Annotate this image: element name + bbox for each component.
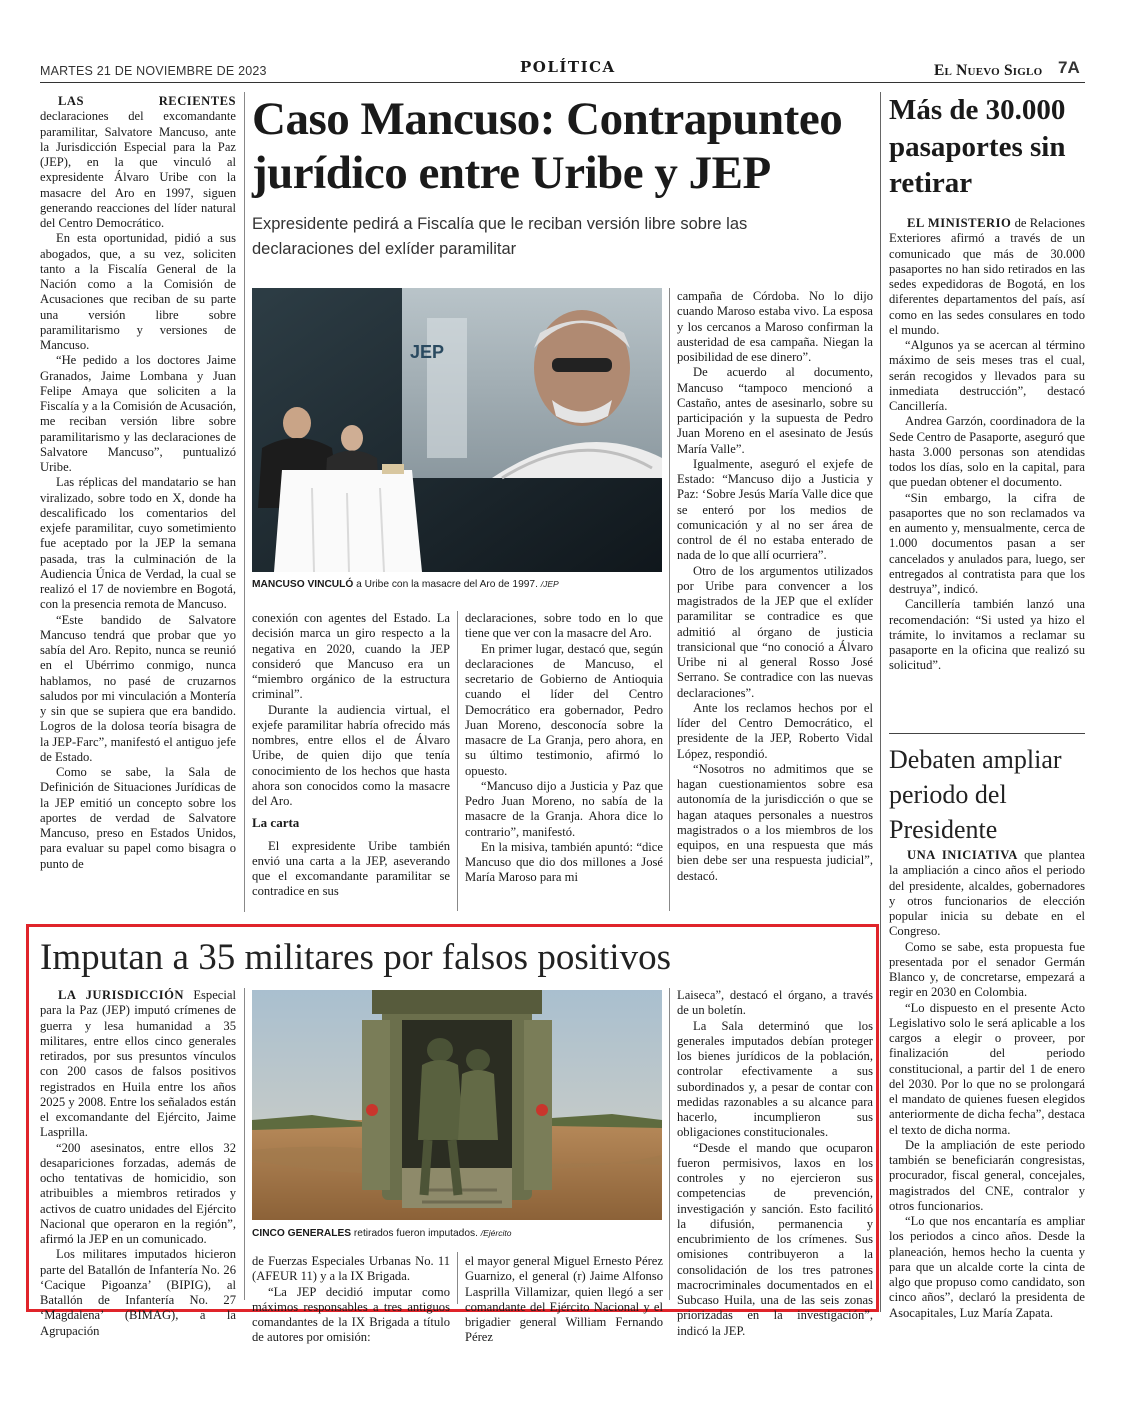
column-divider [244, 92, 245, 912]
main-photo [252, 288, 662, 572]
paragraph: el mayor general Miguel Ernesto Pérez Guarnizo, el general (r) Jaime Alfonso Lasprilla Villamizar, quien llegó a ser comandante del Ejército Nacional y el brigadier general William Fernando Pérez [465, 1254, 663, 1345]
hearing-photo-illustration [252, 288, 662, 572]
paragraph: Las réplicas del mandatario se han viralizado, sobre todo en X, donde ha descalificado los comentarios del exjefe paramilitar, cuyo sometimiento fue aceptado por la JEP la semana pasada, tras la culminación de la Audiencia Única de Verdad, la cual se realizó el 17 de noviembre en Bogotá, con la presencia remota de Mancuso. [40, 475, 236, 612]
paragraph: De la ampliación de este periodo también se beneficiarán congresistas, procurador, fiscal general, concejales, magistrados del CNE, contralor y otros funcionarios. [889, 1137, 1085, 1213]
photo-credit: /Ejército [480, 1228, 512, 1238]
bottom-col-2 [252, 1254, 450, 1346]
main-photo-caption: MANCUSO VINCULÓ a Uribe con la masacre del Aro de 1997. /JEP [252, 579, 559, 590]
paragraph: Andrea Garzón, coordinadora de la Sede Centro de Pasaporte, aseguró que hasta 3.000 personas son atendidas todos los días, solo en la capital, para que puedan obtener el documento. [889, 414, 1085, 490]
paragraph: El expresidente Uribe también envió una carta a la JEP, aseverando que el excomandante paramilitar se contradice en sus [252, 838, 450, 899]
paragraph: Los militares imputados hicieron parte del Batallón de Infantería No. 26 ‘Cacique Pigoanza’ (BIPIG), al Batallón de Infantería No. 27 ‘Magdalena’ (BIMAG), a la Agrupación [40, 1247, 236, 1338]
paragraph: “Nosotros no admitimos que se hagan cuestionamientos sobre esa autonomía de la jurisdicción o que se hagan ataques personales a nuestros magistrados o a los miembros de los equipos, en una respuesta que más bien debe ser una respuesta judicial”, destacó. [677, 761, 873, 883]
left-column-text: LAS RECIENTES declaraciones del excomandante paramilitar, Salvatore Mancuso, ante la Jurisdicción Especial para la Paz (JEP), en la que vinculó al expresidente Álvaro Uribe con la masacre del Aro en 1997, siguen generando reacciones del líder natural del Centro Democrático. En esta oportunidad, pidió a sus abogados, que, a su vez, soliciten tanto a la Fiscalía General de la Nación como a la Comisión de Acusaciones que reciban de su parte una versión libre sobre paramilitarismo y versiones de Mancuso. “He pedido a los doctores Jaime Granados, Jaime Lombana y Juan Felipe Amaya que soliciten a la Fiscalía y a la Comisión de Acusación, me reciban versión libre sobre paramilitarismo y las declaraciones de Salvatore Mancuso”, puntualizó Uribe. Las réplicas del mandatario se han viralizado, sobre todo en X, donde ha descalificado los comentarios del exjefe paramilitar, cuyo sometimiento fue aceptado por la JEP la semana pasada, tras la culminación de la Audiencia Única de Verdad, la cual se realizó el 17 de noviembre en Bogotá, con la presencia remota de Mancuso. “Este bandido de Salvatore Mancuso tendrá que probar que yo sabía del Aro. Repito, nunca se reunió en el Ubérrimo conmigo, nunca hablamos, no pasé de cruzarnos saludos por mi vinculación a Montería y sin que se supiera que era bandido. Logros de la dolosa teoría bisagra de la JEP-Farc”, manifestó el antiguo jefe de Estado. Como se sabe, la Sala de Definición de Situaciones Jurídicas de la JEP emitió un concepto sobre los aportes de verdad de Salvatore Mancuso, preso en Estados Unidos, para evaluar su papel como bisagra o punto de [40, 94, 236, 871]
column-divider [457, 1252, 458, 1304]
paragraph: “Mancuso dijo a Justicia y Paz que Pedro Juan Moreno, no sabía de la masacre de la Granja. Ahora dice lo contrario”, manifestó. [465, 778, 663, 839]
lead-word: EL MINISTERIO [907, 216, 1012, 230]
paragraph: “Sin embargo, la cifra de pasaportes que no son reclamados va en aumento y, mensualmente, cerca de 1.000 documentos pasan a ser cancelados y anulados para, luego, ser entregados al contratista para que los destruya”, indicó. [889, 490, 1085, 596]
paragraph: En primer lugar, destacó que, según declaraciones de Mancuso, el secretario de Gobierno de Antioquia cuando el líder del Centro Democrático era gobernador, Pedro Juan Moreno, desconocía sobre la masacre de La Granja, pero ahora, en su último testimonio, afirmó lo opuesto. [465, 641, 663, 778]
column-divider [244, 988, 245, 1300]
lead-word: UNA INICIATIVA [907, 848, 1018, 862]
screen-jep-label: JEP [410, 342, 445, 362]
column-divider [669, 988, 670, 1300]
photo-credit: /JEP [540, 579, 559, 589]
masthead-logo: El Nuevo Siglo [934, 62, 1043, 79]
paragraph: Como se sabe, la Sala de Definición de Situaciones Jurídicas de la JEP emitió un concepto sobre los aportes de verdad de Salvatore Mancuso, preso en Estados Unidos, para evaluar su papel como bisagra o punto de [40, 765, 236, 871]
right-top-headline: Más de 30.000 pasaportes sin retirar [889, 94, 1066, 199]
paragraph: campaña de Córdoba. No lo dijo cuando Maroso estaba vivo. La esposa y los cercanos a Maroso confirman la austeridad de esa campaña. Niegan la posibilidad de ese dinero”. [677, 289, 873, 364]
paragraph: “Este bandido de Salvatore Mancuso tendrá que probar que yo sabía del Aro. Repito, nunca se reunió en el Ubérrimo conmigo, nunca hablamos, no pasé de cruzarnos saludos por mi vinculación a Montería y sin que se supiera que era bandido. Logros de la dolosa teoría bisagra de la JEP-Farc”, manifestó el antiguo jefe de Estado. [40, 612, 236, 764]
paragraph: “Lo dispuesto en el presente Acto Legislativo solo le será aplicable a los cargos a elegir o proveer, por finalización del periodo constitucional, a partir del 1 de enero del 2030. Por lo que no se prolongará el mandato de quienes fuesen elegidos anteriormente de dicha fecha”, destaca el texto de dicha norma. [889, 1000, 1085, 1137]
bottom-col-3 [465, 1254, 663, 1346]
paragraph: “He pedido a los doctores Jaime Granados, Jaime Lombana y Juan Felipe Amaya que soliciten a la Fiscalía y a la Comisión de Acusación, me reciban versión libre sobre paramilitarismo y las declaraciones de Salvatore Mancuso”, puntualizó Uribe. [40, 353, 236, 474]
paragraph: Durante la audiencia virtual, el exjefe paramilitar habría ofrecido más nombres, entre ellos el de Álvaro Uribe, de quien dijo que tenía conocimiento de los hechos que hasta ahora son conocidos como la masacre del Aro. [252, 702, 450, 808]
paragraph: De acuerdo al documento, Mancuso “tampoco mencionó a Castaño, antes de asesinarlo, sobre su participación y la supuesta de Pedro Juan Moreno en el asesinato de Jesús María Valle”. [677, 365, 873, 456]
main-col-2 [465, 611, 663, 886]
paragraph: “Algunos ya se acercan al término máximo de seis meses tras el cual, serán recogidos y llevados para su inmediata destrucción”, destacó Cancillería. [889, 338, 1085, 413]
paragraph: Laiseca”, destacó el órgano, a través de un boletín. [677, 988, 873, 1018]
paragraph: de Fuerzas Especiales Urbanas No. 11 (AFEUR 11) y a la IX Brigada. [252, 1254, 450, 1284]
right-bottom-headline: Debaten ampliar periodo del Presidente [889, 745, 1062, 844]
bottom-col-1: LA JURISDICCIÓN Especial para la Paz (JEP) imputó crímenes de guerra y lesa humanidad a 35 militares, entre ellos cinco generales retirados, por sus presuntos vínculos con 200 casos de falsos positivos registrados en Huila entre los años 2025 y 2008. Entre los señalados están el excomandante del Ejército, Jaime Lasprilla. “200 asesinatos, entre ellos 32 desapariciones forzadas, además de ocho tentativas de homicidio, son atribuibles a miembros retirados y activos de cuatro unidades del Ejército Nacional que operaron en la región”, afirmó la JEP en un comunicado. Los militares imputados hicieron parte del Batallón de Infantería No. 26 ‘Cacique Pigoanza’ (BIPIG), al Batallón de Infantería No. 27 ‘Magdalena’ (BIMAG), a la Agrupación [40, 988, 236, 1338]
column-divider [669, 288, 670, 911]
main-headline: Caso Mancuso: Contrapunteo jurídico entre Uribe y JEP [252, 93, 843, 199]
lead-word: LA JURISDICCIÓN [58, 988, 184, 1002]
paragraph: En esta oportunidad, pidió a sus abogados, que, a su vez, soliciten tanto a la Fiscalía General de la Nación como a la Comisión de Acusaciones que reciban de su parte una versión libre sobre paramilitarismo y versiones de Mancuso. [40, 231, 236, 352]
paragraph: “200 asesinatos, entre ellos 32 desapariciones forzadas, además de ocho tentativas de homicidio, son atribuibles a miembros retirados y activos de cuatro unidades del Ejército Nacional que operaron en la región”, afirmó la JEP en un comunicado. [40, 1140, 236, 1246]
header-rule [40, 82, 1085, 83]
section-label: POLÍTICA [520, 58, 616, 76]
paragraph: Como se sabe, esta propuesta fue presentada por el senador Germán Blanco y, de concretarse, empezará a regir en 2030 en Colombia. [889, 939, 1085, 1000]
lead-word: LAS RECIENTES [58, 94, 236, 108]
paragraph: “Desde el mando que ocuparon fueron permisivos, laxos en los controles y no ejercieron sus competencias de prevención, investigación y sanción. Esto facilitó la difusión, permanencia y encubrimiento de los crímenes. Sus omisiones contribuyeron a la consolidación de los tres patrones macrocriminales documentados en el Subcaso Huila, una de las seis zonas priorizadas en la investigación”, indicó la JEP. [677, 1140, 873, 1338]
paragraph: En la misiva, también apuntó: “dice Mancuso que dio dos millones a José María Maroso para mi [465, 839, 663, 885]
bottom-col-4 [677, 988, 873, 1339]
paragraph: “La JEP decidió imputar como máximos responsables a tres antiguos comandantes de la IX Brigada a título de autores por omisión: [252, 1284, 450, 1345]
column-divider [457, 611, 458, 911]
paragraph: declaraciones, sobre todo en lo que tiene que ver con la masacre del Aro. [465, 611, 663, 641]
main-col-3 [677, 289, 873, 884]
bottom-photo [252, 990, 662, 1220]
paragraph: Igualmente, aseguró el exjefe de Estado: “Mancuso dijo a Justicia y Paz: ‘Sobre Jesús María Valle dice que se enteró por los medios de comunicación y al no ser área de control de él no estaba enterado de nada de lo que allí ocurriera”. [677, 456, 873, 563]
bottom-photo-caption: CINCO GENERALES retirados fueron imputados. /Ejército [252, 1228, 512, 1239]
right-top-text: EL MINISTERIO de Relaciones Exteriores afirmó a través de un comunicado que más de 30.000 pasaportes no han sido retirados en las sedes expedidoras de Bogotá, en los diferentes departamentos del país, así como en las sedes consulares en todo el mundo. “Algunos ya se acercan al término máximo de seis meses tras el cual, serán recogidos y llevados para su inmediata destrucción”, destacó Cancillería. Andrea Garzón, coordinadora de la Sede Centro de Pasaporte, aseguró que hasta 3.000 personas son atendidas todos los días, solo en la capital, para que puedan obtener el documento. “Sin embargo, la cifra de pasaportes que no son reclamados va en aumento y, mensualmente, cerca de 1.000 documentos pasan a ser cancelados y anulados para, luego, ser entregados al contratista para que los destruya”, indicó. Cancillería también lanzó una recomendación: “Si usted ya hizo el trámite, lo invitamos a reclamar su pasaporte en la oficina que realizó su solicitud”. [889, 216, 1085, 673]
paragraph: “Lo que nos encantaría es ampliar los periodos a cinco años. Desde la planeación, hemos hecho la cuenta y para que un alcalde corte la cinta de algo que propuso como candidato, son cinco años”, declaró la presidenta de Asocapitales, Luz María Zapata. [889, 1214, 1085, 1320]
soldiers-photo-illustration [252, 990, 662, 1220]
column-divider [880, 92, 881, 1312]
main-col-1 [252, 611, 450, 900]
paragraph: Ante los reclamos hechos por el líder del Centro Democrático, el presidente de la JEP, Roberto Vidal López, respondió. [677, 700, 873, 761]
bottom-headline: Imputan a 35 militares por falsos positivos [40, 937, 671, 978]
paragraph: Otro de los argumentos utilizados por Uribe para convencer a los magistrados de la JEP que el exlíder paramilitar se contradice es que admitió al órgano de justicia transicional que “no conoció a Álvaro Uribe ni al general Rosso José Serrano. Se contradice con las nuevas declaraciones”. [677, 563, 873, 700]
paragraph: conexión con agentes del Estado. La decisión marca un giro respecto a la negativa en 2020, cuando la JEP consideró que Mancuso era un “miembro orgánico de la estructura criminal”. [252, 611, 450, 702]
paragraph: La Sala determinó que los generales imputados debían proteger los bienes jurídicos de la población, controlar efectivamente a sus subordinados y, a pesar de contar con medidas razonables a su alcance para hacerlo, incumplieron sus obligaciones constitucionales. [677, 1018, 873, 1140]
right-bottom-text: UNA INICIATIVA que plantea la ampliación a cinco años el periodo del presidente, alcaldes, gobernadores y otros funcionarios de elección popular inicia su debate en el Congreso. Como se sabe, esta propuesta fue presentada por el senador Germán Blanco y, de concretarse, empezará a regir en 2030 en Colombia. “Lo dispuesto en el presente Acto Legislativo solo le será aplicable a los cargos a elegir o proveer, por finalización del periodo constitucional, a partir del 1 de enero del 2030. Por lo que no se prolongará el mandato de quienes fuesen elegidos anteriormente de dicha fecha”, destaca el texto de dicha norma. De la ampliación de este periodo también se beneficiarán congresistas, procurador, fiscal general, concejales, magistrados del CNE, contralor y otros funcionarios. “Lo que nos encantaría es ampliar los periodos a cinco años. Desde la planeación, hemos hecho la cuenta y para que un alcalde corte la cinta de algo que propuso como candidato, son cinco años”, declaró la presidenta de Asocapitales, Luz María Zapata. [889, 848, 1086, 1320]
page-number: 7A [1058, 58, 1080, 77]
section-divider [889, 733, 1085, 734]
header-date: MARTES 21 DE NOVIEMBRE DE 2023 [40, 64, 267, 78]
main-subhead: Expresidente pedirá a Fiscalía que le reciban versión libre sobre las declaraciones del exlíder paramilitar [252, 215, 748, 258]
paragraph: Cancillería también lanzó una recomendación: “Si usted ya hizo el trámite, lo invitamos a reclamar su pasaporte en la oficina que realizó su solicitud”. [889, 597, 1085, 673]
subhead-la-carta: La carta [252, 815, 300, 831]
